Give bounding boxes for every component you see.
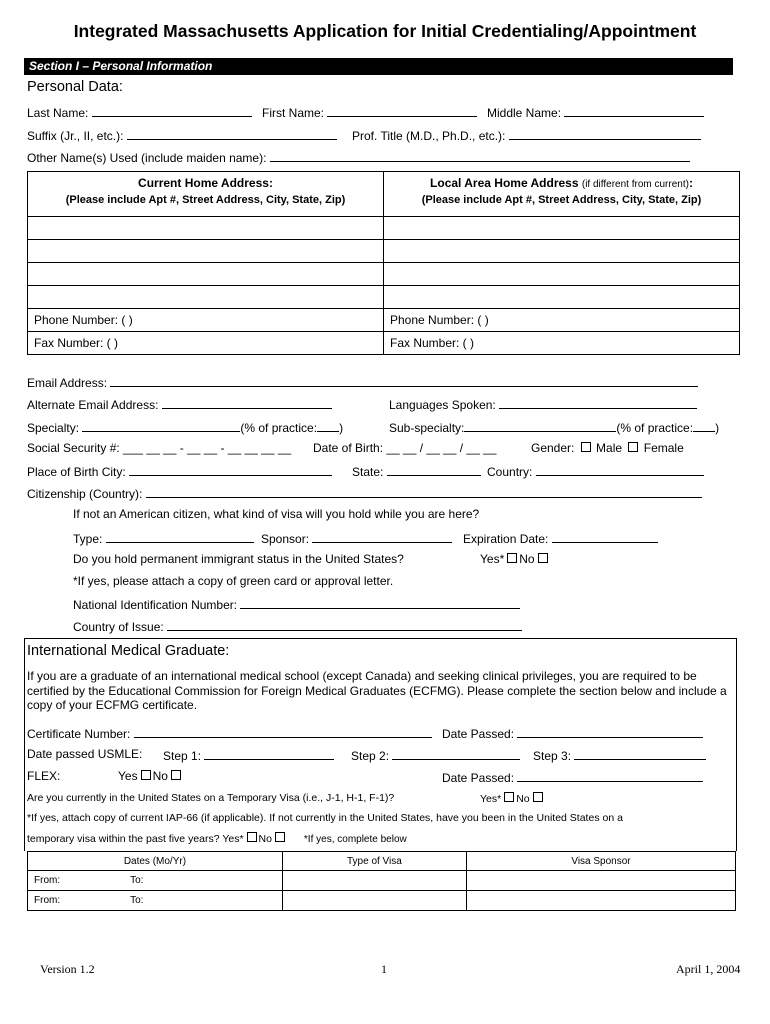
iap-note-line-2: temporary visa within the past five years? (27, 833, 220, 845)
visa-history-table (27, 851, 736, 911)
state-row (352, 463, 481, 479)
languages-field[interactable] (499, 396, 697, 409)
specialty-label: Specialty: (27, 421, 80, 435)
permanent-no-label: No (519, 552, 535, 566)
country-issue-field[interactable] (167, 618, 522, 631)
current-address-line-4[interactable] (28, 286, 384, 309)
temp-visa-yes-checkbox[interactable] (504, 792, 514, 802)
permanent-yes-checkbox[interactable] (507, 553, 517, 563)
alt-email-row (27, 396, 332, 412)
country-label: Country: (487, 465, 533, 479)
first-name-field[interactable] (327, 104, 477, 117)
past-yes-label: Yes* (222, 833, 244, 845)
citizenship-label: Citizenship (Country): (27, 487, 143, 501)
temp-visa-no-checkbox[interactable] (533, 792, 543, 802)
past-yes-checkbox[interactable] (247, 832, 257, 842)
visa-dates-cell[interactable]: From: To: (28, 871, 283, 891)
visa-sponsor-cell[interactable] (466, 891, 735, 911)
cert-number-label: Certificate Number: (27, 727, 131, 741)
visa-type-cell[interactable] (282, 891, 466, 911)
middle-name-row (487, 104, 704, 120)
local-fax-field[interactable]: Fax Number: ( ) (384, 332, 740, 355)
footer-date: April 1, 2004 (676, 962, 741, 976)
last-name-row (27, 104, 252, 120)
local-phone-field[interactable]: Phone Number: ( ) (384, 309, 740, 332)
cert-number-field[interactable] (134, 725, 432, 738)
suffix-field[interactable] (127, 127, 337, 140)
local-include-note: (Please include Apt #, Street Address, City, State, Zip) (384, 194, 740, 217)
past-five-years-row (27, 832, 407, 845)
visa-expiration-field[interactable] (552, 530, 658, 543)
middle-name-label: Middle Name: (487, 106, 562, 120)
gender-row (531, 441, 684, 455)
step3-label: Step 3: (533, 749, 572, 763)
pob-city-field[interactable] (129, 463, 332, 476)
cert-number-row (27, 725, 432, 741)
current-address-header: Current Home Address: (28, 172, 384, 195)
first-name-label: First Name: (262, 106, 325, 120)
subspecialty-row (389, 419, 719, 435)
past-no-label: No (258, 833, 272, 845)
visa-sponsor-cell[interactable] (466, 871, 735, 891)
flex-yes-checkbox[interactable] (141, 770, 151, 780)
visa-sponsor-row (261, 530, 452, 546)
visa-type-cell[interactable] (282, 871, 466, 891)
step2-field[interactable] (392, 747, 520, 760)
citizenship-field[interactable] (146, 485, 702, 498)
country-row (487, 463, 704, 479)
last-name-field[interactable] (92, 104, 252, 117)
subspecialty-field[interactable] (464, 419, 616, 432)
img-heading: International Medical Graduate: (27, 643, 230, 659)
current-address-line-3[interactable] (28, 263, 384, 286)
suffix-row (27, 127, 337, 143)
other-names-row (27, 149, 690, 165)
flex-date-row (442, 769, 703, 785)
address-table (27, 171, 740, 355)
permanent-status-options (480, 552, 550, 566)
footer-version: Version 1.2 (40, 962, 95, 976)
male-label: Male (596, 441, 623, 455)
permanent-no-checkbox[interactable] (538, 553, 548, 563)
local-address-line-3[interactable] (384, 263, 740, 286)
green-card-note: *If yes, please attach a copy of green card or approval letter. (73, 574, 394, 588)
step1-row (163, 747, 334, 763)
temp-visa-options (480, 792, 545, 805)
local-address-line-4[interactable] (384, 286, 740, 309)
visa-type-field[interactable] (106, 530, 254, 543)
ssn-field[interactable]: Social Security #: ___ __ __ - __ __ - __ __ __ __ (27, 441, 292, 455)
form-title: Integrated Massachusetts Application for Initial Credentialing/Appointment (73, 21, 697, 41)
temp-visa-yes-label: Yes* (480, 793, 502, 805)
temp-visa-question: Are you currently in the United States on a Temporary Visa (i.e., J-1, H-1, F-1)? (27, 792, 395, 804)
languages-row (389, 396, 697, 412)
visa-table-header-type: Type of Visa (282, 852, 466, 871)
table-row (28, 891, 736, 911)
specialty-pct-close: ) (339, 421, 344, 435)
specialty-pct-label: (% of practice: (240, 421, 318, 435)
if-yes-complete-note: *If yes, complete below (303, 834, 407, 845)
female-checkbox[interactable] (628, 442, 638, 452)
state-field[interactable] (387, 463, 481, 476)
prof-title-row (352, 127, 701, 143)
cert-date-row (442, 725, 703, 741)
temp-visa-no-label: No (516, 793, 530, 805)
prof-title-label: Prof. Title (M.D., Ph.D., etc.): (352, 129, 506, 143)
flex-options (118, 769, 183, 783)
pob-city-row (27, 463, 332, 479)
past-no-checkbox[interactable] (275, 832, 285, 842)
usmle-label: Date passed USMLE: (27, 747, 143, 761)
male-checkbox[interactable] (581, 442, 591, 452)
flex-date-field[interactable] (517, 769, 703, 782)
local-address-line-1[interactable] (384, 217, 740, 240)
local-address-header: Local Area Home Address (if different from current): (384, 172, 740, 195)
flex-no-label: No (152, 769, 168, 783)
country-issue-row (73, 618, 522, 634)
subspecialty-pct-close: ) (715, 421, 720, 435)
flex-date-label: Date Passed: (442, 771, 515, 785)
visa-expiration-row (463, 530, 658, 546)
flex-label: FLEX: (27, 769, 61, 783)
current-address-line-1[interactable] (28, 217, 384, 240)
email-field[interactable] (110, 374, 698, 387)
other-names-field[interactable] (270, 149, 690, 162)
step2-row (351, 747, 520, 763)
visa-sponsor-label: Sponsor: (261, 532, 310, 546)
alt-email-label: Alternate Email Address: (27, 398, 159, 412)
footer-page-number: 1 (381, 962, 387, 976)
national-id-label: National Identification Number: (73, 598, 238, 612)
step1-label: Step 1: (163, 749, 202, 763)
languages-label: Languages Spoken: (389, 398, 496, 412)
flex-no-checkbox[interactable] (171, 770, 181, 780)
pob-city-label: Place of Birth City: (27, 465, 126, 479)
cert-date-label: Date Passed: (442, 727, 515, 741)
suffix-label: Suffix (Jr., II, etc.): (27, 129, 124, 143)
img-paragraph: If you are a graduate of an international medical school (except Canada) and seeking clinical privileges, you are required to be certified by the Educational Commission for Foreign Medical Graduates (ECFMG). Please complete the section below and include a copy of your ECFMG certificate. (27, 669, 727, 712)
email-row (27, 374, 698, 390)
permanent-yes-label: Yes* (480, 552, 505, 566)
personal-data-heading: Personal Data: (27, 79, 123, 95)
visa-question: If not an American citizen, what kind of visa will you hold while you are here? (73, 507, 480, 521)
visa-type-label: Type: (73, 532, 103, 546)
local-address-line-2[interactable] (384, 240, 740, 263)
prof-title-field[interactable] (509, 127, 701, 140)
visa-sponsor-field[interactable] (312, 530, 452, 543)
step3-row (533, 747, 706, 763)
visa-table-header-sponsor: Visa Sponsor (466, 852, 735, 871)
first-name-row (262, 104, 477, 120)
step1-field[interactable] (204, 747, 334, 760)
step3-field[interactable] (574, 747, 706, 760)
subspecialty-pct-field[interactable] (693, 419, 715, 432)
national-id-row (73, 596, 520, 612)
middle-name-field[interactable] (564, 104, 704, 117)
dob-field[interactable]: Date of Birth: __ __ / __ __ / __ __ (313, 441, 497, 455)
cert-date-field[interactable] (517, 725, 703, 738)
specialty-pct-field[interactable] (317, 419, 339, 432)
section-bar: Section I – Personal Information (24, 58, 733, 75)
country-field[interactable] (536, 463, 704, 476)
female-label: Female (643, 441, 684, 455)
current-phone-field[interactable]: Phone Number: ( ) (28, 309, 384, 332)
last-name-label: Last Name: (27, 106, 89, 120)
alt-email-field[interactable] (162, 396, 332, 409)
subspecialty-pct-label: (% of practice: (616, 421, 694, 435)
current-address-line-2[interactable] (28, 240, 384, 263)
iap-note-line-1: *If yes, attach copy of current IAP-66 (if applicable). If not currently in the United States, have you been in the United States on a (27, 812, 623, 824)
visa-expiration-label: Expiration Date: (463, 532, 549, 546)
step2-label: Step 2: (351, 749, 390, 763)
specialty-field[interactable] (82, 419, 240, 432)
permanent-status-question: Do you hold permanent immigrant status in the United States? (73, 552, 404, 566)
national-id-field[interactable] (240, 596, 520, 609)
other-names-label: Other Name(s) Used (include maiden name): (27, 151, 267, 165)
table-row (28, 871, 736, 891)
current-include-note: (Please include Apt #, Street Address, City, State, Zip) (28, 194, 384, 217)
specialty-row (27, 419, 343, 435)
visa-dates-cell[interactable]: From: To: (28, 891, 283, 911)
country-issue-label: Country of Issue: (73, 620, 164, 634)
visa-type-row (73, 530, 254, 546)
visa-table-header-dates: Dates (Mo/Yr) (28, 852, 283, 871)
flex-yes-label: Yes (118, 769, 138, 783)
email-label: Email Address: (27, 376, 108, 390)
local-address-note: (if different from current) (581, 179, 689, 190)
citizenship-row (27, 485, 702, 501)
current-fax-field[interactable]: Fax Number: ( ) (28, 332, 384, 355)
state-label: State: (352, 465, 384, 479)
gender-label: Gender: (531, 441, 575, 455)
subspecialty-label: Sub-specialty: (389, 421, 465, 435)
